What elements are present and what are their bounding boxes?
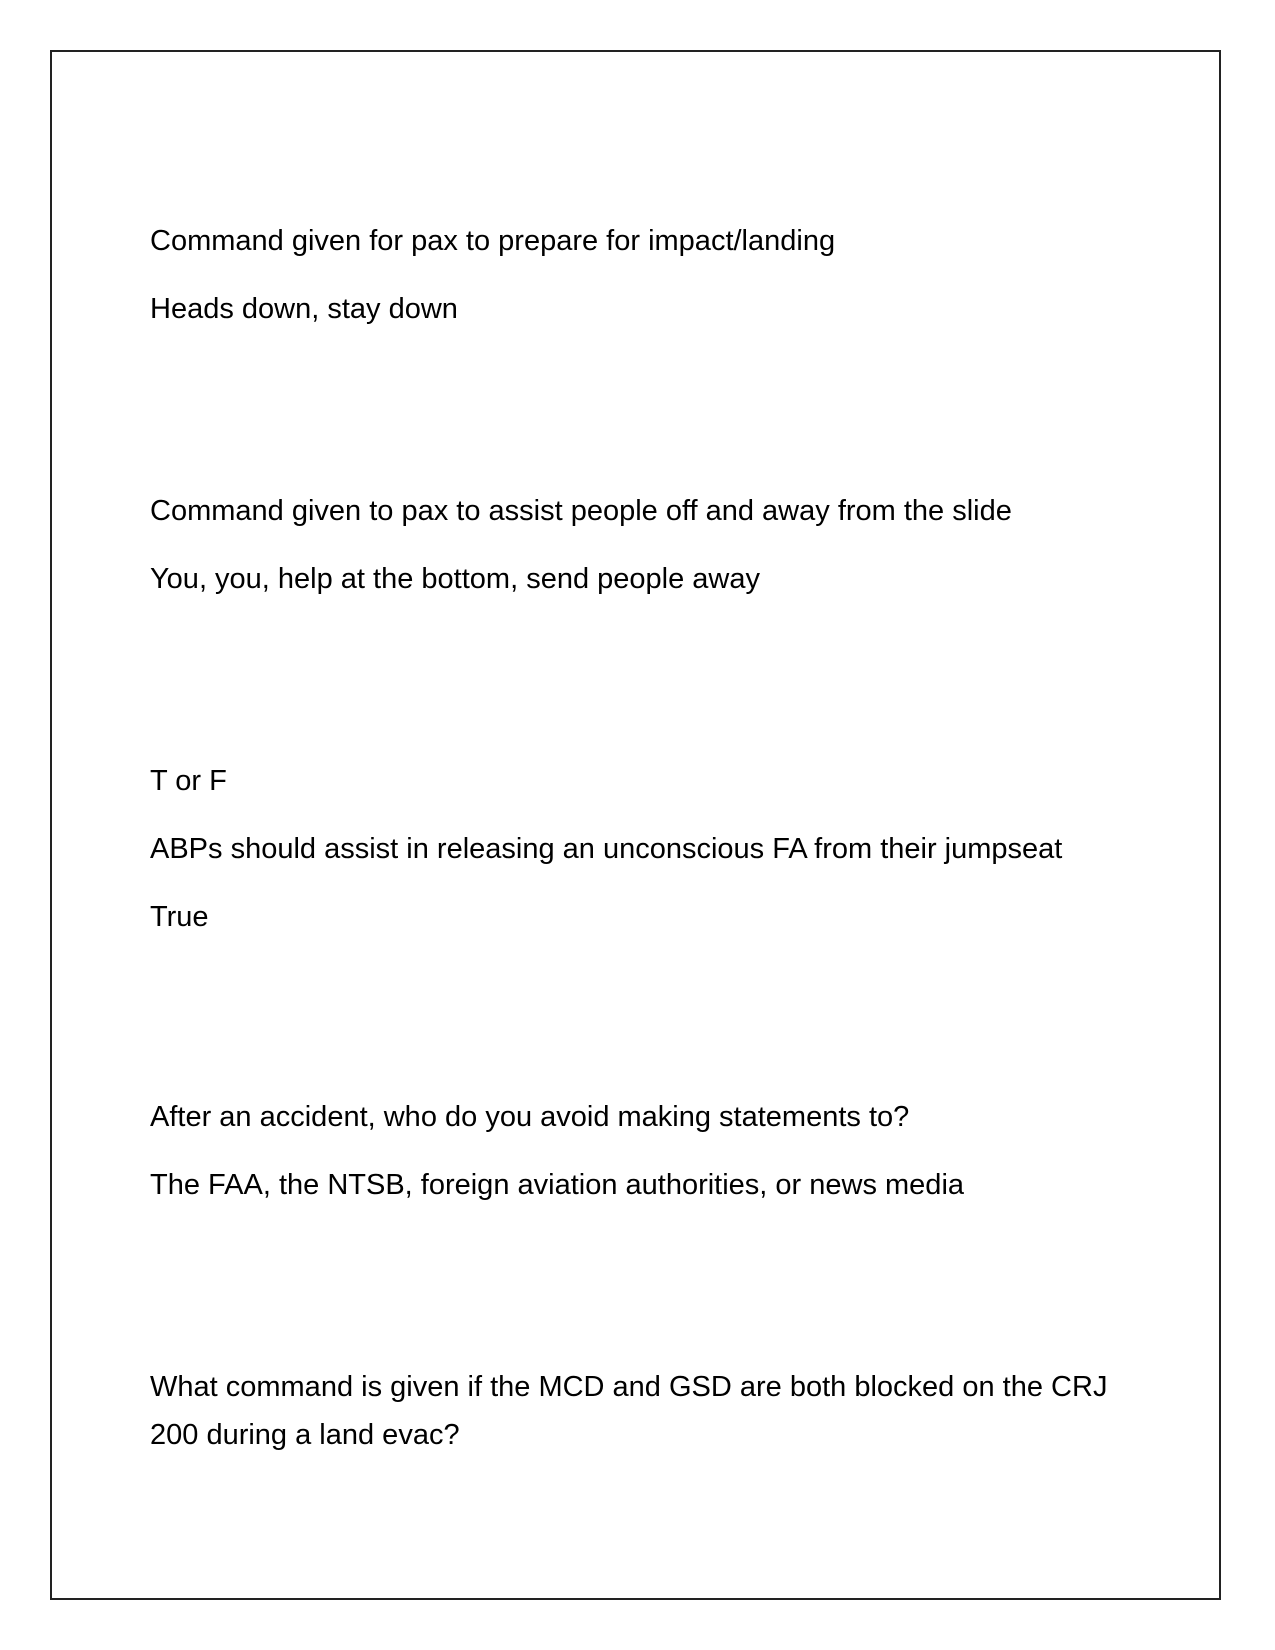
card-2-question: Command given to pax to assist people off and away from the slide (150, 495, 1012, 527)
card-3-answer: True (150, 901, 209, 933)
card-5-question: What command is given if the MCD and GSD are both blocked on the CRJ 200 during a land evac? (150, 1371, 1108, 1451)
card-4-question: After an accident, who do you avoid making statements to? (150, 1101, 910, 1133)
card-3-prompt: T or F (150, 765, 227, 797)
card-1-question: Command given for pax to prepare for impact/landing (150, 225, 836, 257)
card-2-answer: You, you, help at the bottom, send people away (150, 563, 760, 595)
card-4-answer: The FAA, the NTSB, foreign aviation authorities, or news media (150, 1169, 965, 1201)
card-1-answer: Heads down, stay down (150, 293, 458, 325)
card-3-question: ABPs should assist in releasing an unconscious FA from their jumpseat (150, 833, 1063, 865)
